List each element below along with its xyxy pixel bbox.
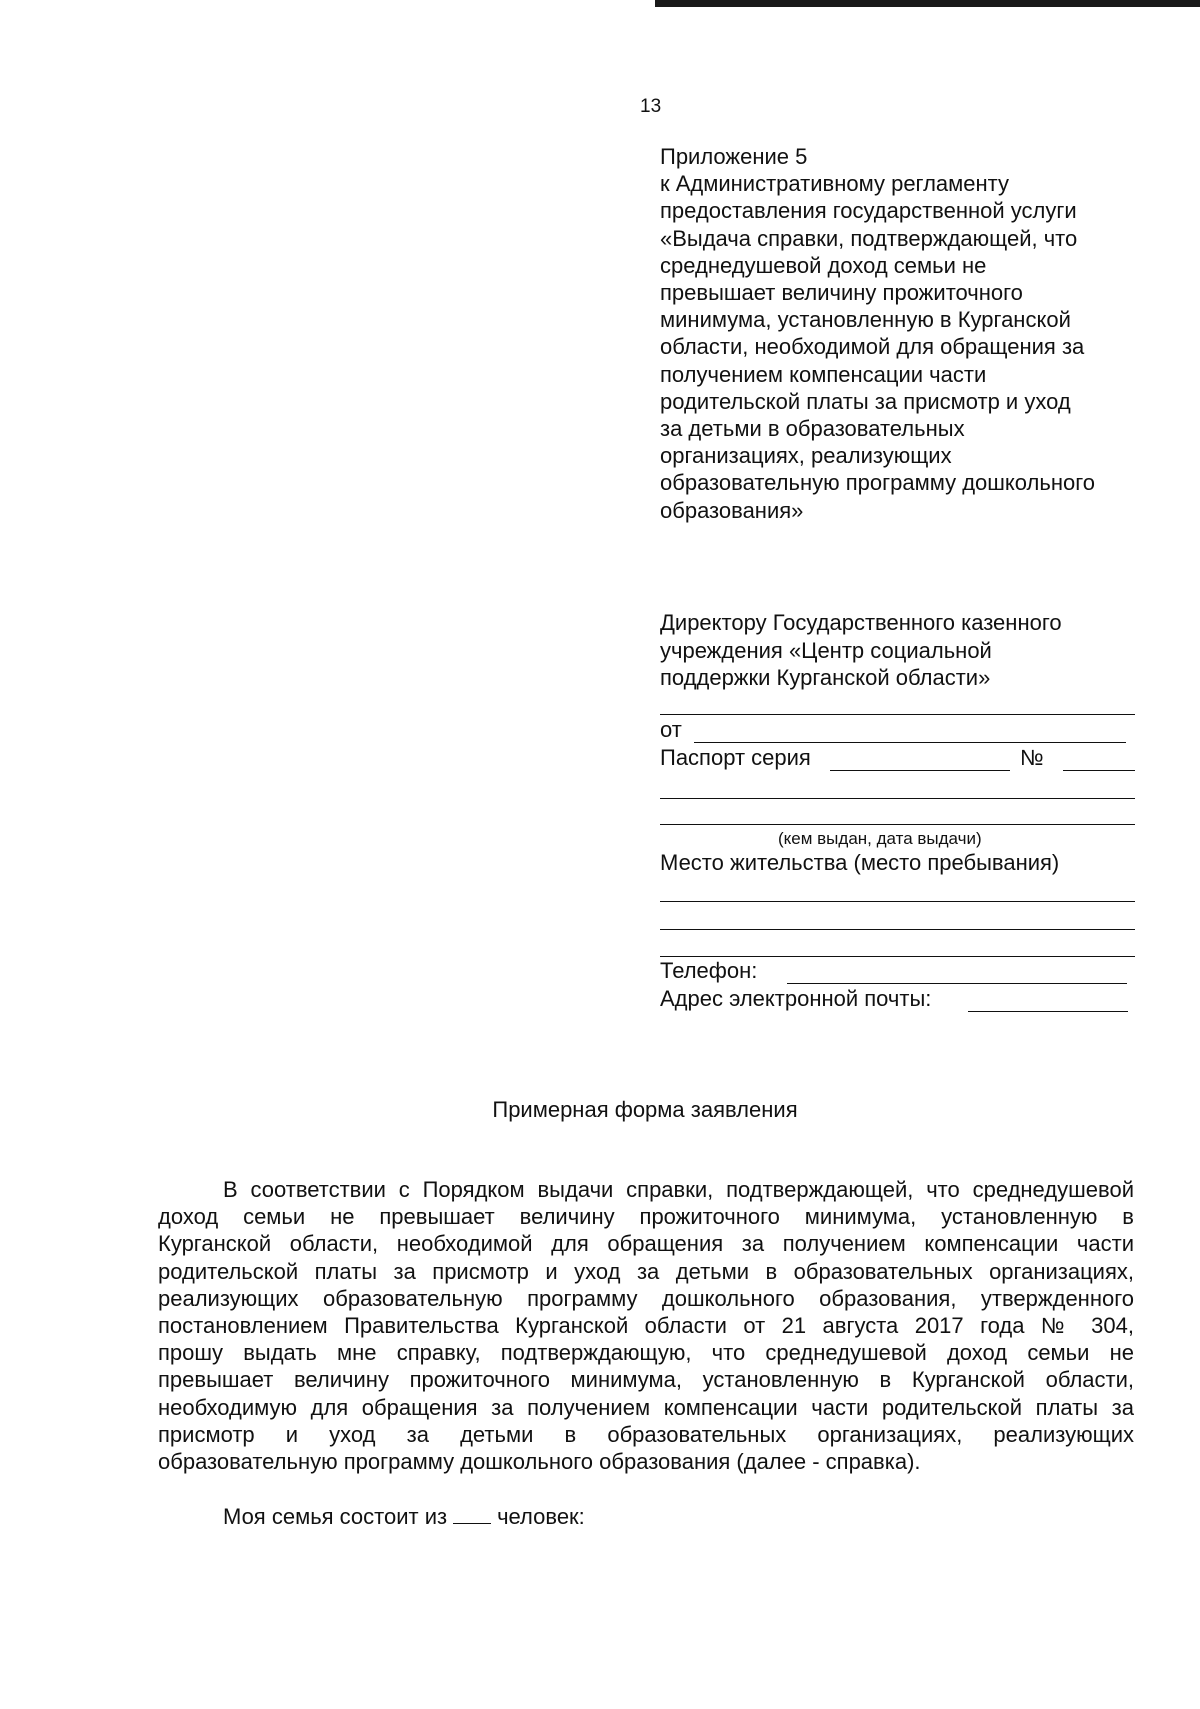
addressee-line: поддержки Курганской области» <box>660 665 991 690</box>
annex-line: к Административному регламенту <box>660 171 1010 197</box>
page-number: 13 <box>640 96 662 117</box>
annex-line: области, необходимой для обращения за <box>660 334 1085 360</box>
issued-by-line-2[interactable] <box>660 824 1135 825</box>
annex-line: Приложение 5 <box>660 144 808 169</box>
phone-label: Телефон: <box>660 958 758 983</box>
body-line: В соответствии с Порядком выдачи справки, подтверждающей, что среднедушевой <box>223 1177 1134 1202</box>
body-line: образовательную программу дошкольного образования (далее - справка). <box>158 1449 921 1475</box>
annex-line: минимума, установленную в Курганской <box>660 307 1071 333</box>
from-label: от <box>660 717 682 742</box>
email-label: Адрес электронной почты: <box>660 986 932 1011</box>
phone-line[interactable] <box>787 983 1127 984</box>
passport-series-line[interactable] <box>830 770 1010 771</box>
residence-line-2[interactable] <box>660 929 1135 930</box>
annex-line: «Выдача справки, подтверждающей, что <box>660 225 1078 251</box>
body-line: Курганской области, необходимой для обращения за получением компенсации части <box>158 1231 1134 1257</box>
annex-line: родительской платы за присмотр и уход <box>660 388 1071 414</box>
application-body <box>158 1176 1134 1475</box>
body-line: реализующих образовательную программу дошкольного образования, утвержденного <box>158 1285 1134 1311</box>
scan-edge-bar <box>655 0 1200 7</box>
passport-number-label: № <box>1020 745 1044 770</box>
blank-line <box>660 714 1135 715</box>
body-line: прошу выдать мне справку, подтверждающую, что среднедушевой доход семьи не <box>158 1340 1134 1366</box>
body-line: необходимую для обращения за получением компенсации части родительской платы за <box>158 1394 1134 1420</box>
family-count-blank[interactable] <box>453 1505 491 1524</box>
body-line: постановлением Правительства Курганской области от 21 августа 2017 года № 304, <box>158 1313 1134 1339</box>
body-line: присмотр и уход за детьми в образовательных организациях, реализующих <box>158 1421 1134 1447</box>
annex-line: организациях, реализующих <box>660 443 952 469</box>
annex-line: за детьми в образовательных <box>660 416 965 442</box>
addressee-block <box>660 609 1170 692</box>
email-line[interactable] <box>968 1011 1128 1012</box>
addressee-line: Директору Государственного казенного <box>660 610 1062 635</box>
body-line: доход семьи не превышает величину прожиточного минимума, установленную в <box>158 1204 1134 1230</box>
body-line: превышает величину прожиточного минимума, установленную в Курганской области, <box>158 1367 1134 1393</box>
annex-line: предоставления государственной услуги <box>660 198 1077 224</box>
family-size-line <box>223 1504 585 1530</box>
residence-label: Место жительства (место пребывания) <box>660 850 1060 875</box>
annex-line: получением компенсации части <box>660 361 987 387</box>
passport-series-label: Паспорт серия <box>660 745 811 770</box>
passport-number-line[interactable] <box>1063 770 1135 771</box>
annex-line: превышает величину прожиточного <box>660 280 1023 306</box>
addressee-line: учреждения «Центр социальной <box>660 637 992 663</box>
annex-line: среднедушевой доход семьи не <box>660 252 987 278</box>
from-field-line[interactable] <box>694 742 1126 743</box>
family-prefix: Моя семья состоит из <box>223 1504 448 1529</box>
residence-line-1[interactable] <box>660 901 1135 902</box>
annex-line: образования» <box>660 497 804 523</box>
issued-by-line-1[interactable] <box>660 798 1135 799</box>
form-heading: Примерная форма заявления <box>492 1097 798 1122</box>
issued-hint: (кем выдан, дата выдачи) <box>778 829 982 848</box>
annex-line: образовательную программу дошкольного <box>660 470 1096 496</box>
body-line: родительской платы за присмотр и уход за детьми в образовательных организациях, <box>158 1258 1134 1284</box>
family-suffix: человек: <box>497 1504 585 1529</box>
annex-block <box>660 143 1170 524</box>
residence-line-3[interactable] <box>660 956 1135 957</box>
